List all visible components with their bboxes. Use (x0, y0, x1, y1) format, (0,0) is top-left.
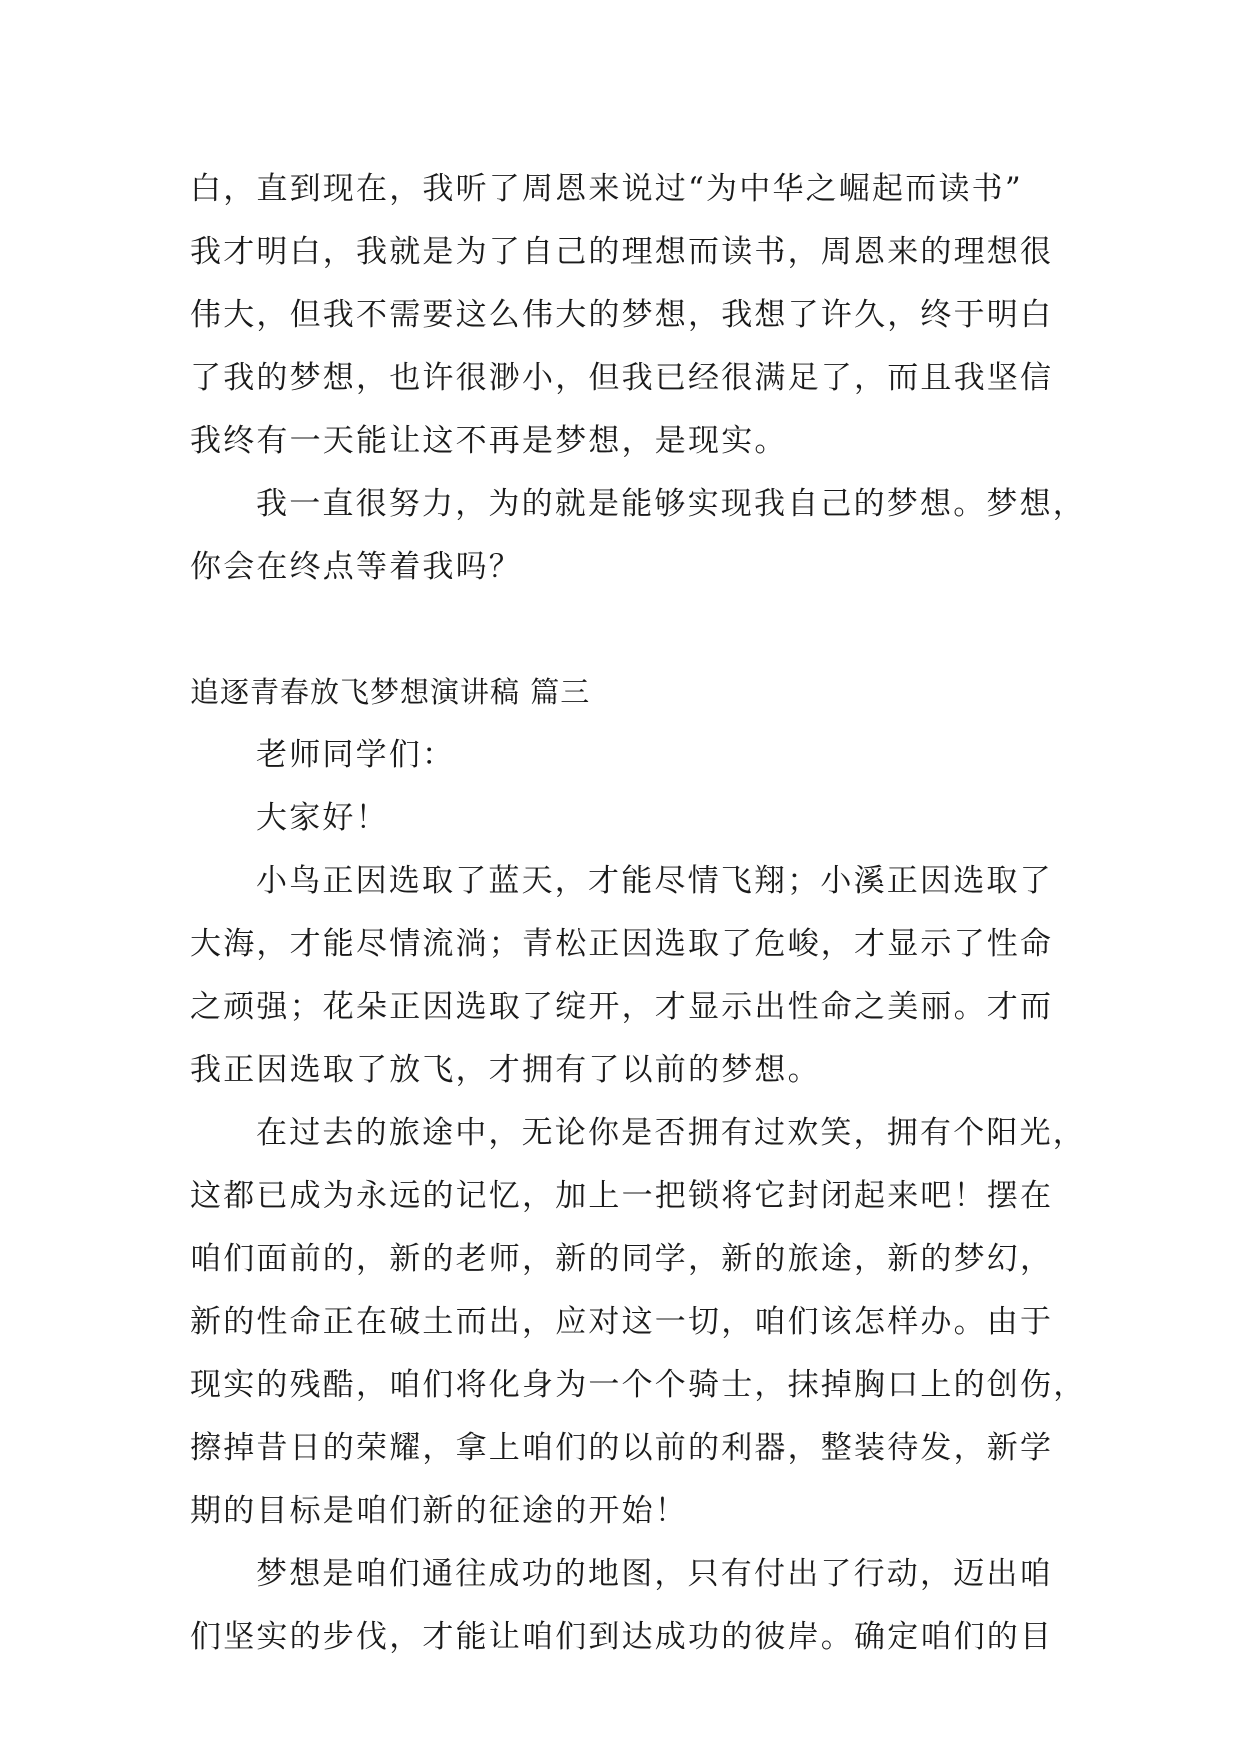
text-line: 小鸟正因选取了蓝天，才能尽情飞翔；小溪正因选取了 (256, 863, 1053, 899)
text-line: 大海，才能尽情流淌；青松正因选取了危峻，才显示了性命 (190, 926, 1054, 962)
paragraph (190, 1102, 1087, 1543)
text-line: 们坚实的步伐，才能让咱们到达成功的彼岸。确定咱们的目 (190, 1619, 1054, 1655)
text-line: 之顽强；花朵正因选取了绽开，才显示出性命之美丽。才而 (190, 989, 1054, 1025)
text-line: 你会在终点等着我吗？ (190, 549, 522, 585)
text-line: 擦掉昔日的荣耀，拿上咱们的以前的利器，整装待发，新学 (190, 1430, 1054, 1466)
text-line: 我终有一天能让这不再是梦想，是现实。 (190, 423, 788, 459)
spacer (190, 599, 1060, 661)
text-line: 这都已成为永远的记忆，加上一把锁将它封闭起来吧！摆在 (190, 1178, 1054, 1214)
text-line: 我正因选取了放飞，才拥有了以前的梦想。 (190, 1052, 821, 1088)
text-line: 咱们面前的，新的老师，新的同学，新的旅途，新的梦幻， (190, 1241, 1054, 1277)
paragraph (190, 158, 1060, 473)
salutation: 老师同学们： (256, 737, 456, 773)
paragraph (190, 1543, 1060, 1669)
text-line: 梦想是咱们通往成功的地图，只有付出了行动，迈出咱 (256, 1556, 1053, 1592)
text-line: 期的目标是咱们新的征途的开始！ (190, 1493, 688, 1529)
text-line: 新的性命正在破土而出，应对这一切，咱们该怎样办。由于 (190, 1304, 1054, 1340)
greeting: 大家好！ (256, 800, 389, 836)
text-line: 白，直到现在，我听了周恩来说过“为中华之崛起而读书” (190, 171, 1023, 207)
text-line: 我才明白，我就是为了自己的理想而读书，周恩来的理想很 (190, 234, 1054, 270)
document-body (190, 158, 1087, 1669)
paragraph (190, 473, 1086, 599)
text-line: 现实的残酷，咱们将化身为一个个骑士，抹掉胸口上的创伤， (190, 1367, 1087, 1403)
text-line: 在过去的旅途中，无论你是否拥有过欢笑，拥有个阳光， (256, 1115, 1086, 1151)
text-line: 伟大，但我不需要这么伟大的梦想，我想了许久，终于明白 (190, 297, 1054, 333)
text-line: 了我的梦想，也许很渺小，但我已经很满足了，而且我坚信 (190, 360, 1054, 396)
paragraph (190, 850, 1060, 1102)
section-title: 追逐青春放飞梦想演讲稿 篇三 (190, 675, 591, 709)
text-line: 我一直很努力，为的就是能够实现我自己的梦想。梦想， (256, 486, 1086, 522)
